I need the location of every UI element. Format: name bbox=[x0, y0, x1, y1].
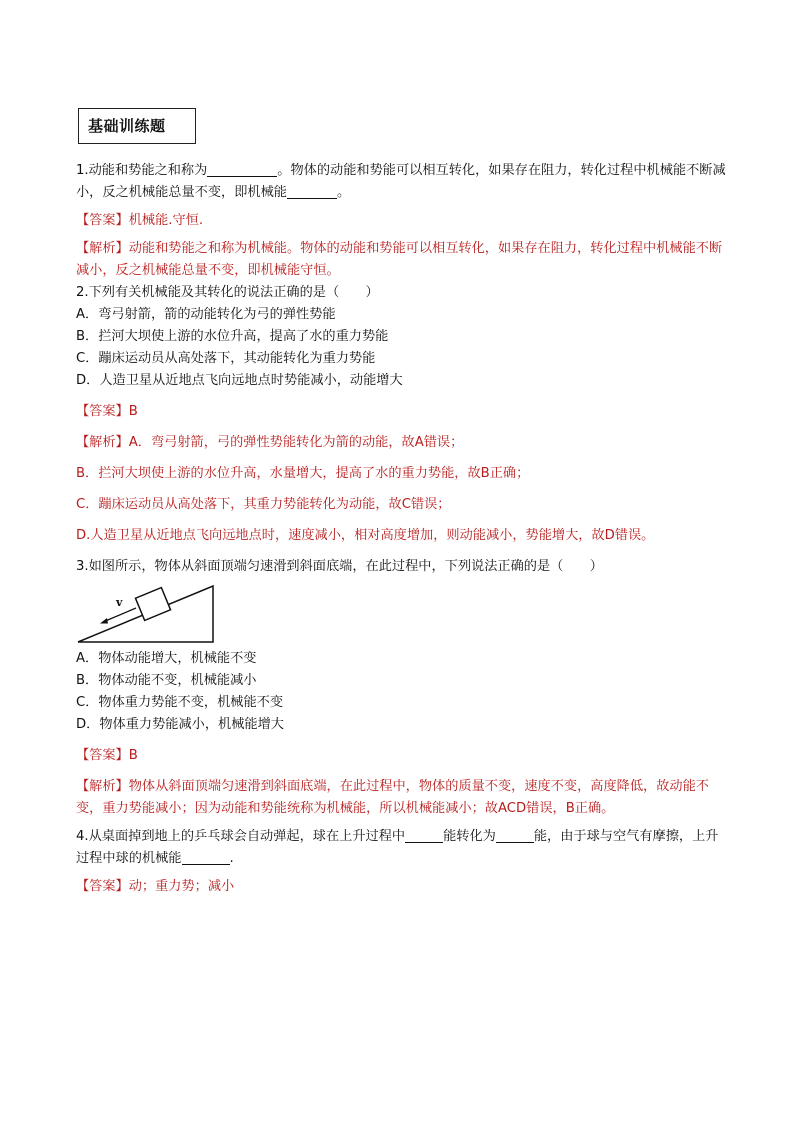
q1-blank-2 bbox=[287, 184, 337, 199]
question-3-stem: 3.如图所示，物体从斜面顶端匀速滑到斜面底端，在此过程中，下列说法正确的是（ ） bbox=[76, 559, 603, 574]
q4-text-a: 4.从桌面掉到地上的乒乓球会自动弹起，球在上升过程中 bbox=[76, 829, 406, 844]
q1-answer-text: 机械能.守恒. bbox=[128, 213, 204, 228]
q2-option-c: C．蹦床运动员从高处落下，其动能转化为重力势能 bbox=[76, 351, 376, 366]
q4-answer-text: 动；重力势；减小 bbox=[128, 879, 235, 894]
q1-text-a: 1.动能和势能之和称为 bbox=[76, 163, 208, 178]
analysis-tag: 【解析】 bbox=[76, 779, 129, 794]
q3-analysis bbox=[76, 776, 726, 820]
q3-analysis-text: 物体从斜面顶端匀速滑到斜面底端，在此过程中，物体的质量不变，速度不变，高度降低，故动能不变，重力势能减小；因为动能和势能统称为机械能，所以机械能减小；故ACD错误，B正确。 bbox=[76, 779, 709, 816]
q2-analysis-text-1: A．弯弓射箭，弓的弹性势能转化为箭的动能，故A错误； bbox=[128, 435, 464, 450]
q1-analysis-text: 动能和势能之和称为机械能。物体的动能和势能可以相互转化，如果存在阻力，转化过程中机械能不断减小，反之机械能总量不变，即机械能守恒。 bbox=[76, 241, 723, 278]
q3-answer-text: B bbox=[128, 748, 138, 763]
q4-blank-3 bbox=[182, 850, 230, 865]
q2-option-a: A．弯弓射箭，箭的动能转化为弓的弹性势能 bbox=[76, 307, 336, 322]
q2-answer bbox=[76, 401, 726, 423]
answer-tag: 【答案】 bbox=[76, 404, 129, 419]
q3-option-c: C．物体重力势能不变，机械能不变 bbox=[76, 695, 284, 710]
q3-option-b: B．物体动能不变，机械能减小 bbox=[76, 673, 257, 688]
q1-text-c: 。 bbox=[337, 185, 351, 200]
q1-text-b: 。物体的动能和势能可以相互转化，如果存在阻力，转化过程中机械能不断减小，反之机械能总量不变，即机械能 bbox=[76, 163, 726, 200]
q4-blank-1 bbox=[405, 828, 443, 843]
q1-analysis bbox=[76, 238, 726, 282]
question-4 bbox=[76, 826, 726, 870]
q4-text-d: . bbox=[229, 851, 234, 866]
answer-tag: 【答案】 bbox=[76, 748, 129, 763]
q2-option-b: B．拦河大坝使上游的水位升高，提高了水的重力势能 bbox=[76, 329, 389, 344]
section-title: 基础训练题 bbox=[78, 108, 196, 144]
incline-figure bbox=[76, 584, 221, 644]
question-2-stem: 2.下列有关机械能及其转化的说法正确的是（ ） bbox=[76, 285, 379, 300]
analysis-tag: 【解析】 bbox=[76, 241, 129, 256]
q4-answer bbox=[76, 876, 726, 898]
q2-analysis-line-1 bbox=[76, 432, 726, 454]
q4-blank-2 bbox=[496, 828, 534, 843]
q4-text-c: 能，由于球与空气有摩擦，上升过程中球的机械能 bbox=[76, 829, 719, 866]
answer-tag: 【答案】 bbox=[76, 879, 129, 894]
q4-text-b: 能转化为 bbox=[443, 829, 496, 844]
q3-option-a: A．物体动能增大，机械能不变 bbox=[76, 651, 257, 666]
velocity-label: v bbox=[116, 596, 123, 609]
q3-option-d: D．物体重力势能减小，机械能增大 bbox=[76, 717, 284, 732]
q1-blank-1 bbox=[207, 162, 277, 177]
q2-analysis-line-3: C．蹦床运动员从高处落下，其重力势能转化为动能，故C错误； bbox=[76, 497, 451, 512]
arrow-head bbox=[100, 618, 108, 624]
analysis-tag: 【解析】 bbox=[76, 435, 129, 450]
content bbox=[76, 160, 726, 898]
incline-diagram bbox=[76, 584, 221, 644]
q2-analysis-line-4: D.人造卫星从近地点飞向远地点时，速度减小，相对高度增加，则动能减小，势能增大，故D错误。 bbox=[76, 528, 655, 543]
question-1 bbox=[76, 160, 726, 204]
q2-analysis-line-2: B．拦河大坝使上游的水位升高，水量增大，提高了水的重力势能，故B正确； bbox=[76, 466, 530, 481]
q2-answer-text: B bbox=[128, 404, 138, 419]
q2-option-d: D．人造卫星从近地点飞向远地点时势能减小，动能增大 bbox=[76, 373, 403, 388]
q3-answer bbox=[76, 745, 726, 767]
q1-answer bbox=[76, 210, 726, 232]
answer-tag: 【答案】 bbox=[76, 213, 129, 228]
